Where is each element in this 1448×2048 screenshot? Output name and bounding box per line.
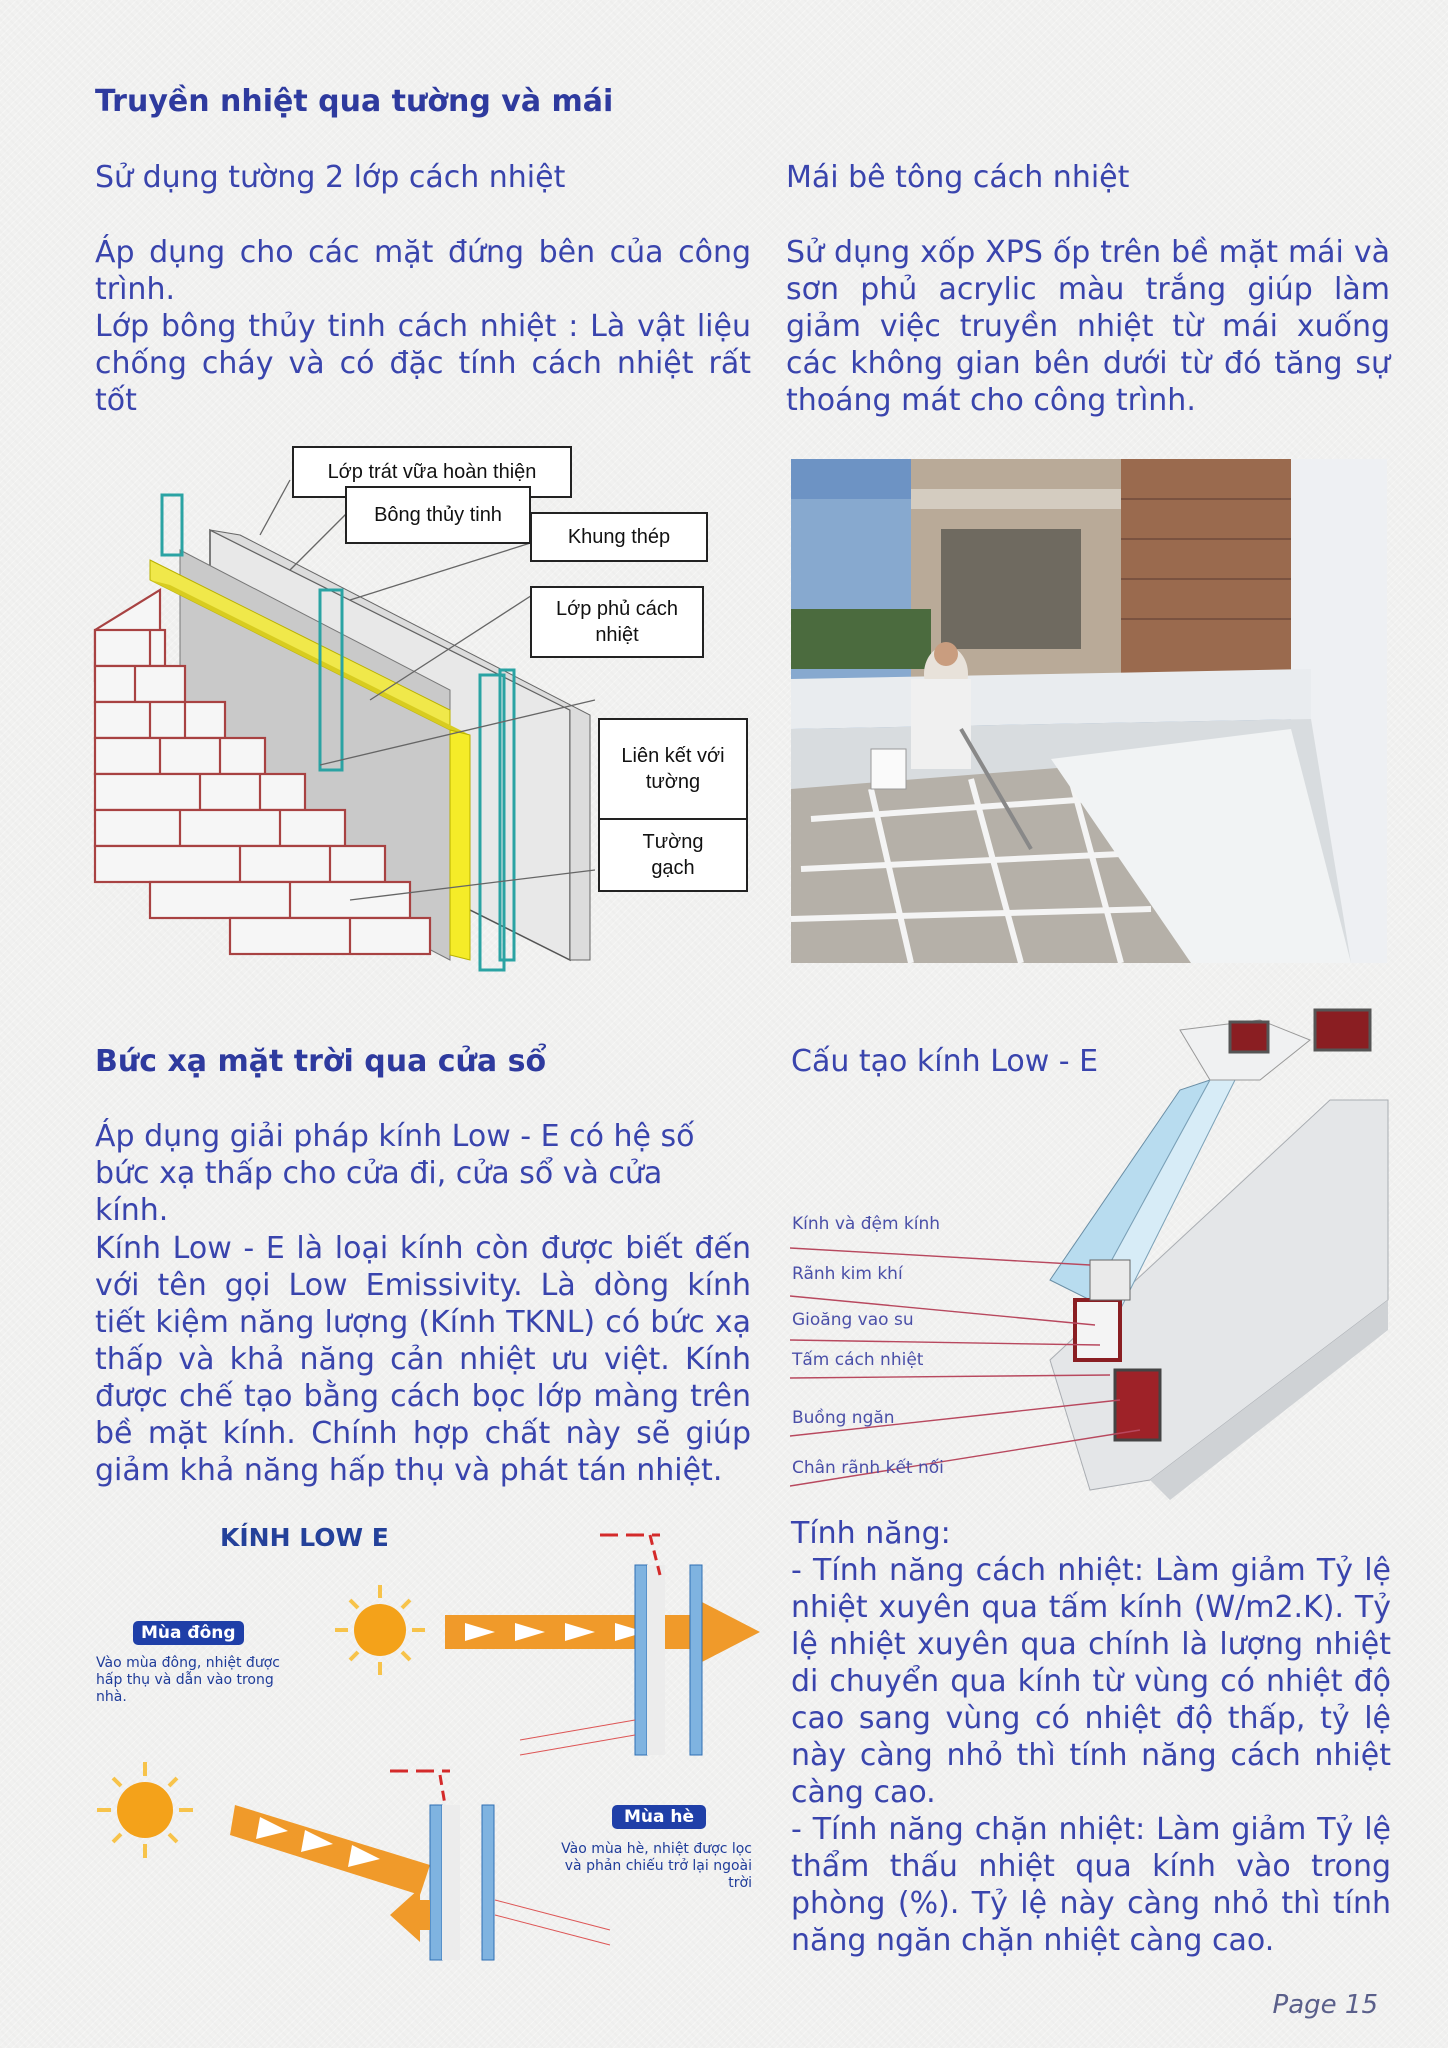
winter-badge: Mùa đông xyxy=(133,1621,244,1645)
label-metal-groove: Rãnh kim khí xyxy=(792,1264,903,1284)
label-brick-wall: Tường gạch xyxy=(598,818,748,892)
summer-note: Vào mùa hè, nhiệt được lọc và phản chiếu trở lại ngoài trời xyxy=(561,1841,752,1891)
features-title: Tính năng: xyxy=(791,1516,951,1551)
features-description: - Tính năng cách nhiệt: Làm giảm Tỷ lệ nhiệt xuyên qua tấm kính (W/m2.K). Tỷ lệ nhiệt xuyên qua chính là lượng nhiệt di chuyển qua kính từ vùng có nhiệt độ cao sang vùng có nhiệt độ thấp, tỷ lệ này càng nhỏ thì tính năng cách nhiệt càng cao. - Tính năng chặn nhiệt: Làm giảm Tỷ lệ thẩm thấu nhiệt qua kính vào trong phòng (%). Tỷ lệ này càng nhỏ thì tính năng ngăn chặn nhiệt càng cao. xyxy=(791,1553,1391,1958)
lowe-diagram-title: KÍNH LOW E xyxy=(220,1523,389,1552)
roof-subtitle: Mái bê tông cách nhiệt xyxy=(786,160,1130,195)
lowe-intro: Áp dụng giải pháp kính Low - E có hệ số bức xạ thấp cho cửa đi, cửa sổ và cửa kính. xyxy=(95,1119,695,1228)
label-steel-frame: Khung thép xyxy=(530,512,708,562)
section-title-heat-transfer: Truyền nhiệt qua tường và mái xyxy=(95,84,614,119)
label-connector-groove: Chân rãnh kết nối xyxy=(792,1458,944,1478)
wall-description: Áp dụng cho các mặt đứng bên của công trình. Lớp bông thủy tinh cách nhiệt : Là vật liệu chống cháy và có đặc tính cách nhiệt rất tốt xyxy=(95,235,751,418)
summer-badge: Mùa hè xyxy=(612,1805,706,1829)
page-number: Page 15 xyxy=(1272,1990,1378,2020)
winter-note: Vào mùa đông, nhiệt được hấp thụ và dẫn vào trong nhà. xyxy=(96,1655,280,1705)
lowe-description: Kính Low - E là loại kính còn được biết đến với tên gọi Low Emissivity. Là dòng kính tiết kiệm năng lượng (Kính TKNL) có bức xạ thấp và khả năng cản nhiệt ưu việt. Kính được chế tạo bằng cách bọc lớp màng trên bề mặt kính. Chính hợp chất này sẽ giúp giảm khả năng hấp thụ và phát tán nhiệt. xyxy=(95,1231,751,1488)
roof-description: Sử dụng xốp XPS ốp trên bề mặt mái và sơn phủ acrylic màu trắng giúp làm giảm việc truyền nhiệt từ mái xuống các không gian bên dưới từ đó tăng sự thoáng mát cho công trình. xyxy=(786,235,1390,418)
lowe-seasonal-diagram xyxy=(90,1505,770,1965)
label-chamber: Buồng ngăn xyxy=(792,1408,895,1428)
lowe-window-section xyxy=(790,1000,1390,1500)
label-glass-gasket: Kính và đệm kính xyxy=(792,1214,941,1234)
label-plaster: Lớp trát vữa hoàn thiện xyxy=(292,446,572,498)
label-insulation-sheet: Tấm cách nhiệt xyxy=(792,1350,924,1370)
label-glass-wool: Bông thủy tinh xyxy=(345,486,531,544)
section-title-solar-radiation: Bức xạ mặt trời qua cửa sổ xyxy=(95,1044,547,1079)
label-rubber-seal: Gioăng vao su xyxy=(792,1310,914,1330)
label-coating: Lớp phủ cách nhiệt xyxy=(530,586,704,658)
lowe-structure-title: Cấu tạo kính Low - E xyxy=(791,1044,1099,1079)
wall-diagram xyxy=(90,440,760,990)
wall-subtitle: Sử dụng tường 2 lớp cách nhiệt xyxy=(95,160,566,195)
lowe-heat-flow-illustration xyxy=(90,1505,770,1965)
roof-painting-photo xyxy=(791,459,1387,963)
label-wall-link: Liên kết với tường xyxy=(598,718,748,820)
